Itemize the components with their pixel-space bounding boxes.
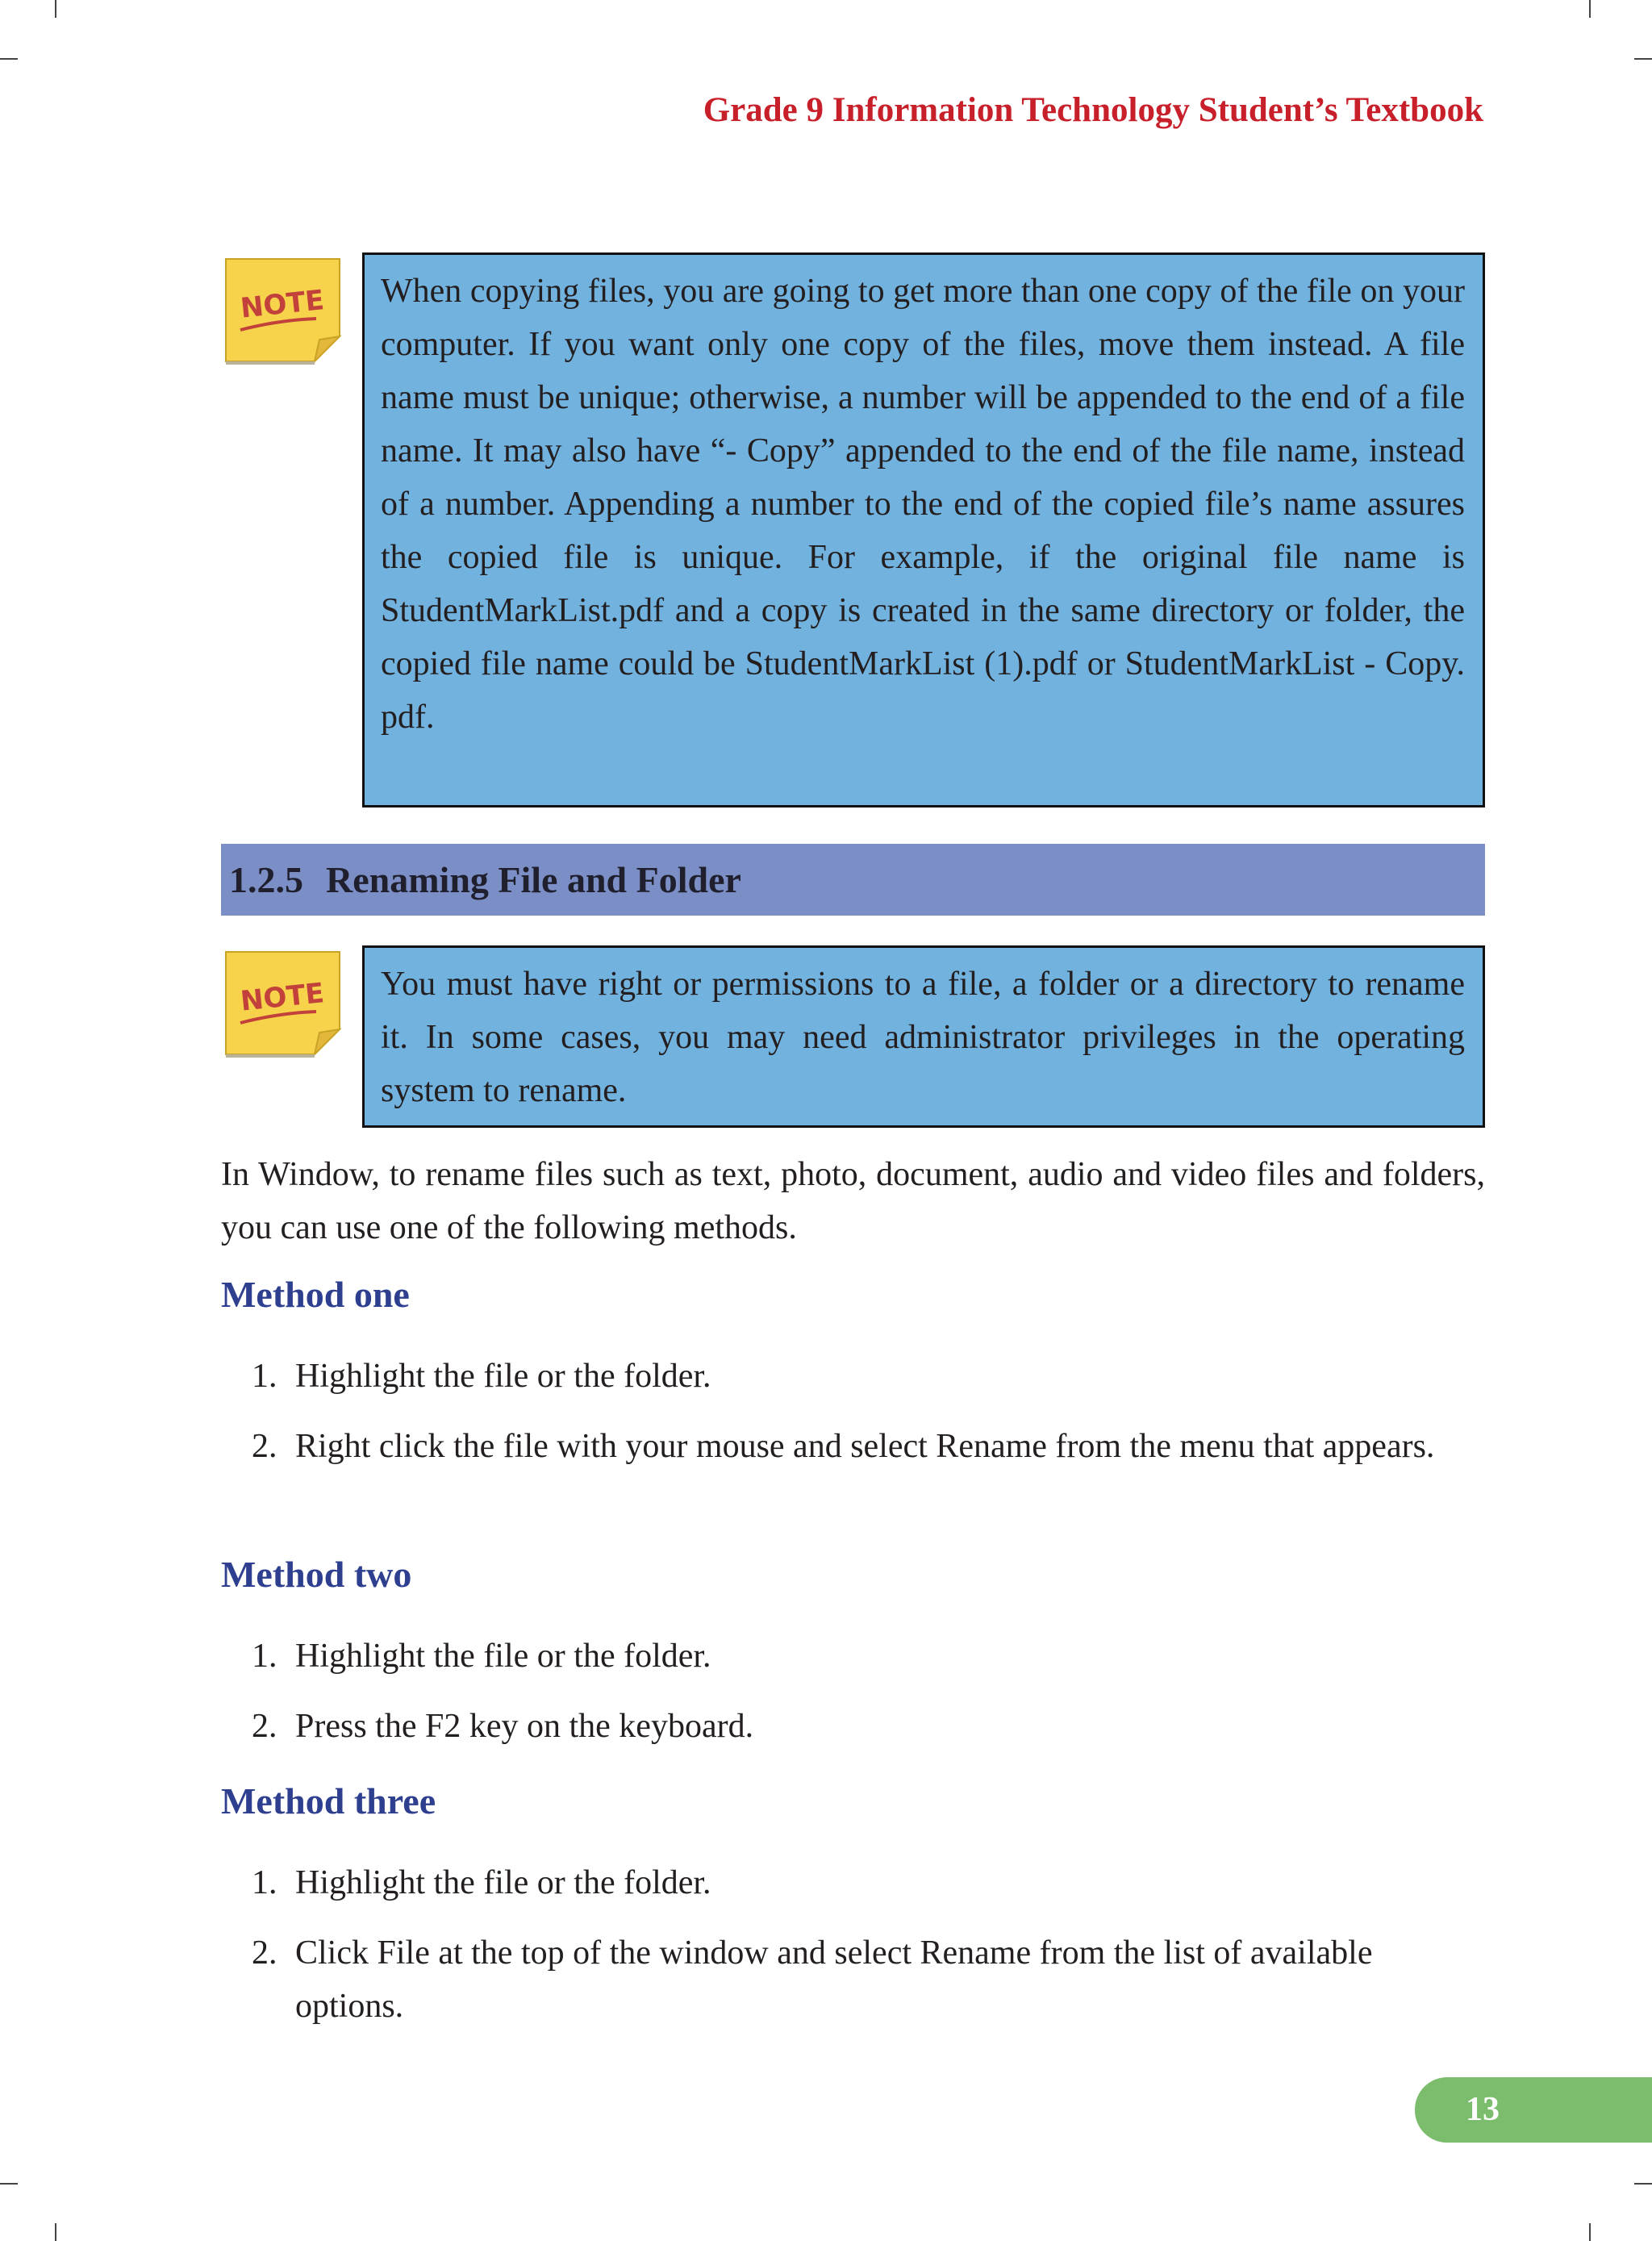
note-text: When copying files, you are going to get more than one copy of the file on your computer. If you want only one copy of the files, move them instead. A file name must be unique; otherwise, a number will be appended to the end of a file name. It may also have “- Copy” appended to the end of the file name, instead of a number. Appending a number to the end of the copied file’s name assures the copied file is unique. For example, if the original file name is StudentMarkList.pdf and a copy is created in the same directory or folder, the copied file name could be StudentMarkList (1).pdf or StudentMarkList - Copy. pdf. xyxy=(381,273,1465,736)
list-number: 1. xyxy=(252,1638,277,1675)
section-heading xyxy=(221,844,1485,916)
list-text: Highlight the file or the folder. xyxy=(295,1864,711,1901)
note-text: You must have right or permissions to a file, a folder or a directory to rename it. In some cases, you may need administrator privileges in the operating system to rename. xyxy=(381,966,1465,1109)
page-number: 13 xyxy=(1466,2091,1500,2128)
list-item xyxy=(252,1350,1485,1403)
svg-text:NOTE: NOTE xyxy=(239,284,326,325)
list-number: 2. xyxy=(252,1428,277,1465)
crop-mark xyxy=(55,0,56,18)
crop-mark xyxy=(1634,2183,1652,2185)
section-title: Renaming File and Folder xyxy=(326,859,741,900)
method-heading: Method one xyxy=(221,1274,410,1315)
crop-mark xyxy=(55,2223,56,2241)
list-number: 1. xyxy=(252,1358,277,1395)
list-number: 1. xyxy=(252,1864,277,1901)
list-item xyxy=(252,1630,1485,1683)
list-number: 2. xyxy=(252,1708,277,1745)
method-heading: Method three xyxy=(221,1780,436,1822)
note-box-permissions xyxy=(362,945,1485,1128)
page-number-tab xyxy=(1415,2077,1652,2143)
list-item xyxy=(252,1926,1485,2033)
sticky-note-icon xyxy=(221,256,344,365)
svg-text:NOTE: NOTE xyxy=(239,977,326,1018)
list-item xyxy=(252,1420,1485,1473)
list-text: Highlight the file or the folder. xyxy=(295,1638,711,1675)
list-item xyxy=(252,1856,1485,1909)
intro-paragraph: In Window, to rename files such as text, photo, document, audio and video files and folders, you can use one of the following methods. xyxy=(221,1156,1485,1246)
list-number: 2. xyxy=(252,1934,277,1972)
list-text: Click File at the top of the window and select Rename from the list of available options. xyxy=(295,1934,1373,2025)
crop-mark xyxy=(0,58,18,60)
method-heading: Method two xyxy=(221,1554,412,1595)
sticky-note-icon xyxy=(221,949,344,1058)
crop-mark xyxy=(1634,58,1652,60)
note-box-copying xyxy=(362,252,1485,808)
list-text: Press the F2 key on the keyboard. xyxy=(295,1708,754,1745)
list-text: Right click the file with your mouse and select Rename from the menu that appears. xyxy=(295,1428,1435,1465)
crop-mark xyxy=(0,2183,18,2185)
crop-mark xyxy=(1589,2223,1591,2241)
list-item xyxy=(252,1700,1485,1753)
running-header: Grade 9 Information Technology Student’s Textbook xyxy=(703,91,1483,129)
section-number: 1.2.5 xyxy=(229,859,303,900)
crop-mark xyxy=(1589,0,1591,18)
list-text: Highlight the file or the folder. xyxy=(295,1358,711,1395)
